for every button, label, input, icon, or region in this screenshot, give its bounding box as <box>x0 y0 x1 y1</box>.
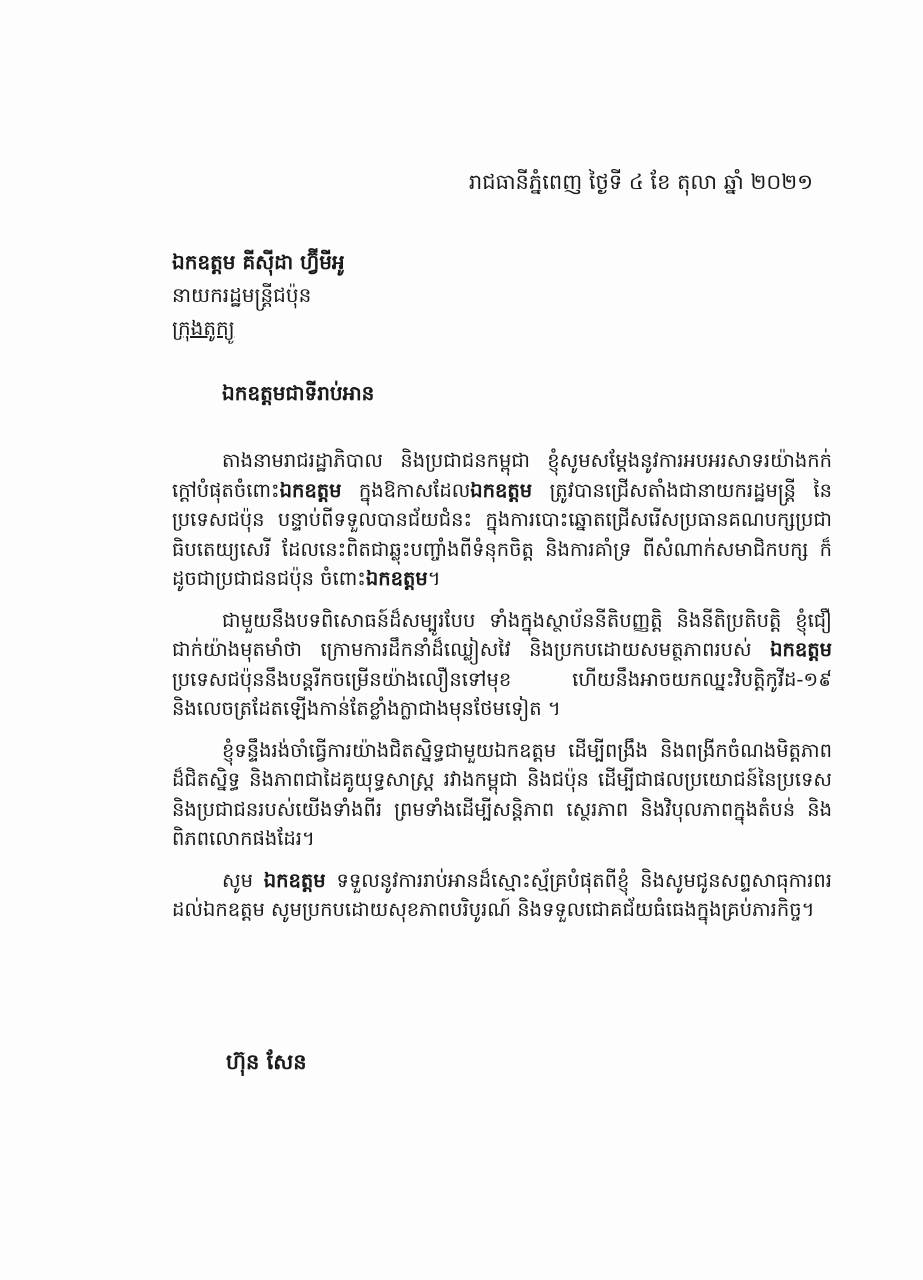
recipient-name: ឯកឧត្តម គីស៊ីដា ហ្វ៊ីមីអូ <box>172 250 345 274</box>
salutation: ឯកឧត្តមជាទីរាប់អាន <box>222 381 375 405</box>
paragraph-text: ជាមួយនឹងបទពិសោធន៍ដ៏សម្បូរបែប ទាំងក្នុងស្ថាប័ននីតិបញ្ញត្តិ និងនីតិប្រតិបត្តិ ខ្ញុំជឿជាក់យ៉ាងមុតមាំថា ក្រោមការដឹកនាំដ៏ឈ្លៀសវៃ និងប្រកបដោយសមត្ថភាពរបស់ <box>172 608 832 661</box>
paragraph-text: ខ្ញុំទន្ទឹងរង់ចាំធ្វើការយ៉ាងជិតស្និទ្ធជាមួយឯកឧត្តម ដើម្បីពង្រឹង និងពង្រីកចំណងមិត្តភាពដ៏ជិតស្និទ្ធ និងភាពជាដៃគូយុទ្ធសាស្ត្រ រវាងកម្ពុជា និងជប៉ុន ដើម្បីជាផលប្រយោជន៍នៃប្រទេស និងប្រជាជនរបស់យើងទាំងពីរ ព្រមទាំងដើម្បីសន្តិភាព ស្ថេរភាព និងវិបុលភាពក្នុងតំបន់ និងពិភពលោកផងដែរ។ <box>172 738 832 850</box>
paragraph-congratulations <box>172 446 832 594</box>
recipient-title: នាយករដ្ឋមន្ត្រីជប៉ុន <box>172 283 312 307</box>
recipient-block <box>172 246 345 345</box>
paragraph-text: ក្នុងឱកាសដែល <box>341 478 471 502</box>
recipient-city: ក្រុងតូក្យូ <box>172 316 235 340</box>
paragraph-text: ប្រទេសជប៉ុននឹងបន្តរីកចម្រើនយ៉ាងលឿនទៅមុខ ហើយនឹងអាចយកឈ្នះវិបត្តិកូវីដ-១៩ និងលេចត្រដែតឡើងកាន់តែខ្លាំងក្លាជាងមុនថែមទៀត ។ <box>172 667 832 720</box>
honorific: ឯកឧត្តម <box>770 638 832 661</box>
paragraph-cooperation <box>172 736 832 854</box>
paragraph-text: ទទួលនូវការរាប់អានដ៏ស្មោះស្ម័គ្របំផុតពីខ្ញុំ និងសូមជូនសព្ទសាធុការពរដល់ឯកឧត្តម សូមប្រកបដោយសុខភាពបរិបូរណ៍ និងទទួលជោគជ័យធំធេងក្នុងគ្រប់ភារកិច្ច។ <box>172 868 832 921</box>
honorific: ឯកឧត្តម <box>470 478 533 502</box>
honorific: ឯកឧត្តម <box>365 567 428 590</box>
honorific: ឯកឧត្តម <box>279 478 342 502</box>
paragraph-text: ត្រូវបានជ្រើសតាំងជានាយករដ្ឋមន្ត្រី នៃប្រទេសជប៉ុន បន្ទាប់ពីទទួលបានជ័យជំនះ ក្នុងការបោះឆ្នោតជ្រើសរើសប្រធានគណបក្សប្រជាធិបតេយ្យសេរី ដែលនេះពិតជាឆ្លុះបញ្ចាំងពីទំនុកចិត្ត និងការគាំទ្រ ពីសំណាក់សមាជិកបក្ស ក៏ដូចជាប្រជាជនជប៉ុន ចំពោះ <box>172 478 832 590</box>
paragraph-confidence <box>172 606 832 724</box>
paragraph-text: ។ <box>427 567 441 590</box>
paragraph-closing <box>172 866 832 925</box>
paragraph-text: តាងនាមរាជរដ្ឋាភិបាល និងប្រជាជនកម្ពុជា ខ្ញុំសូមសម្តែងនូវការអបអរសាទរយ៉ាងកក់ក្តៅបំផុតចំពោះ <box>172 449 832 502</box>
signature-name: ហ៊ុន សែន <box>226 1050 307 1074</box>
paragraph-text: សូម <box>222 868 264 892</box>
date-line: រាជធានីភ្នំពេញ ថ្ងៃទី ៤ ខែ តុលា ឆ្នាំ ២០២១ <box>468 170 813 194</box>
letter-body <box>172 446 832 937</box>
honorific: ឯកឧត្តម <box>263 868 326 892</box>
